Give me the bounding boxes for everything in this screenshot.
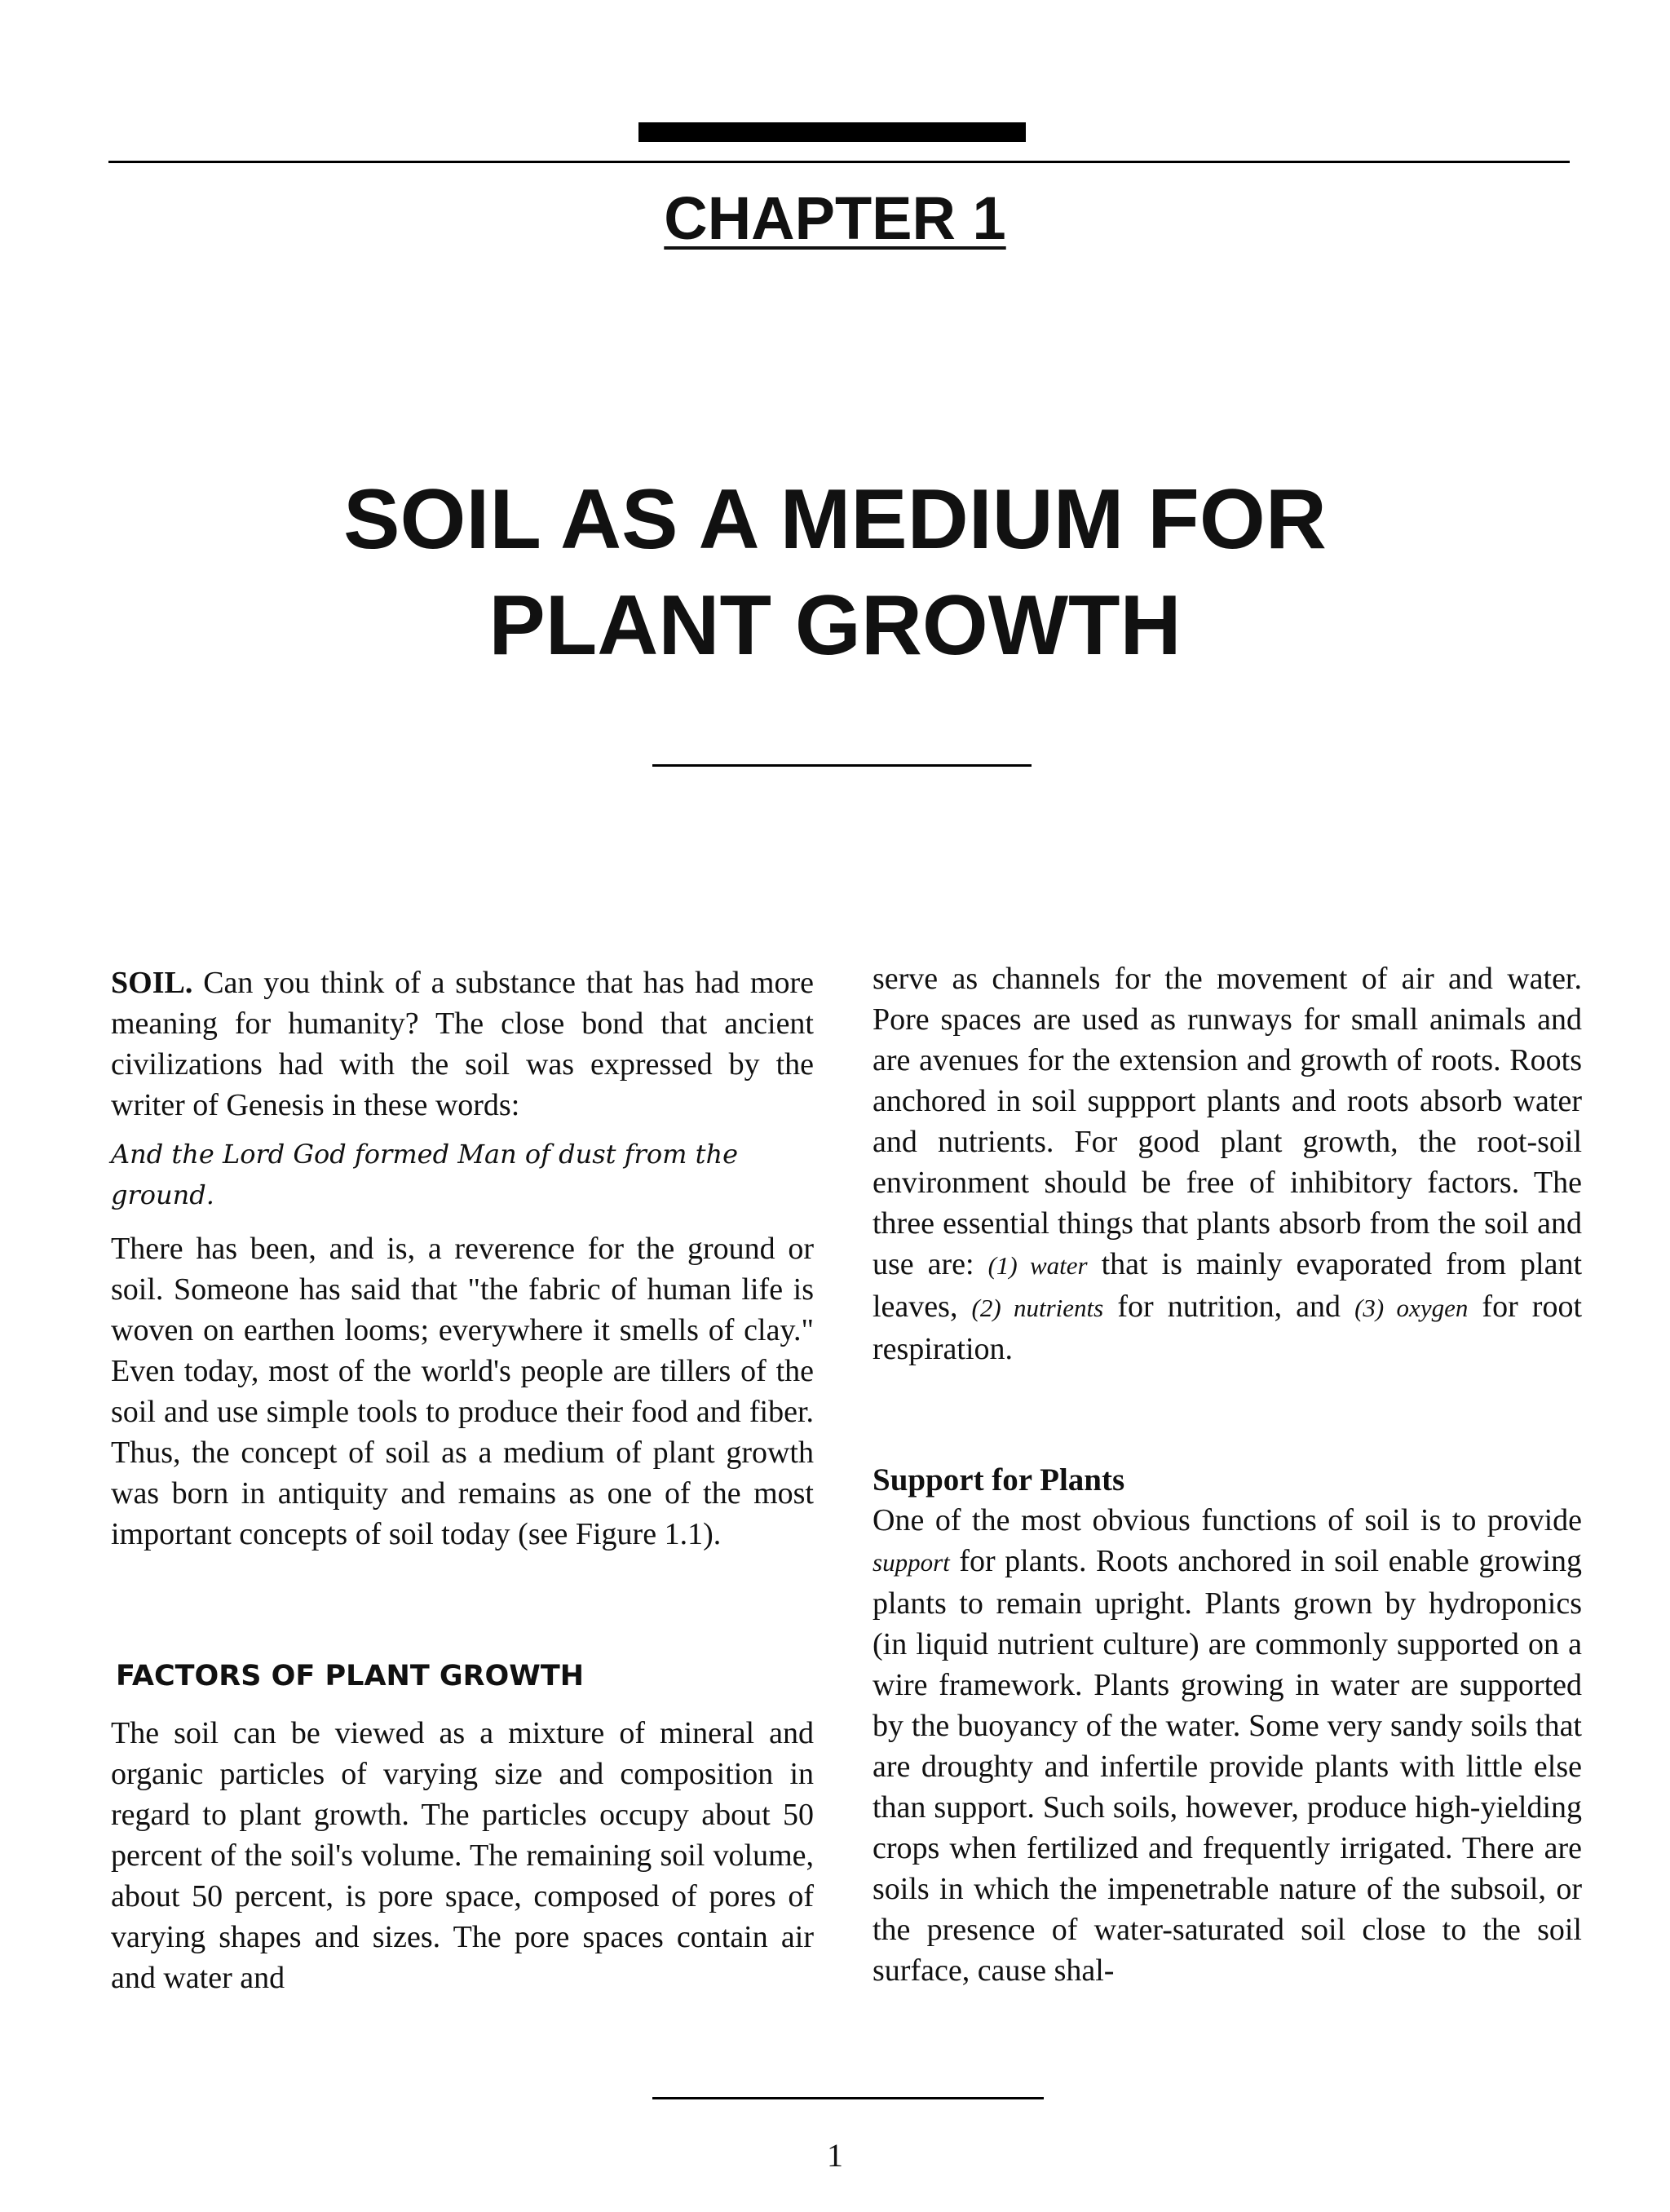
intro-paragraph — [111, 962, 814, 1126]
intro-paragraph-text: Can you think of a substance that has had more meaning for humanity? The close bond that ancient civilizations had with the soil was expressed by the writer of Genesis in these words: — [111, 966, 814, 1122]
support-text-start: One of the most obvious functions of soil is to provide — [873, 1503, 1582, 1537]
lead-word: SOIL. — [111, 966, 193, 1000]
nutrients-text: for nutrition, and — [1117, 1290, 1341, 1324]
chapter-title — [0, 467, 1670, 679]
soil-composition-paragraph: The soil can be viewed as a mixture of mineral and organic particles of varying size and composition in regard to plant growth. The particles occupy about 50 percent of the soil's volume. The remaining soil volume, about 50 percent, is pore space, composed of pores of varying shapes and sizes. The pore spaces contain air and water and — [111, 1716, 814, 1995]
right-column — [873, 958, 1582, 1991]
reverence-paragraph: There has been, and is, a reverence for the ground or soil. Someone has said that "the fabric of human life is woven on earthen looms; everywhere it smells of clay." Even today, most of the world's people are tillers of the soil and use simple tools to produce their food and fiber. Thus, the concept of soil as a medium of plant growth was born in antiquity and remains as one of the most important concepts of soil today (see Figure 1.1). — [111, 1232, 814, 1551]
support-text-rest: for plants. Roots anchored in soil enable growing plants to remain upright. Plants grown by hydroponics (in liquid nutrient culture) are commonly supported on a wire framework. Plants growing in water are supported by the buoyancy of the water. Some very sandy soils that are droughty and infertile provide plants with little else than support. Such soils, however, produce high-yielding crops when fertilized and frequently irrigated. There are soils in which the impenetrable nature of the subsoil, or the presence of water-saturated soil close to the soil surface, cause shal- — [873, 1544, 1583, 1988]
chapter-label-text: CHAPTER 1 — [664, 184, 1006, 252]
page-number: 1 — [827, 2137, 843, 2174]
section-heading: FACTORS OF PLANT GROWTH — [116, 1660, 585, 1692]
oxygen-text: for root respiration. — [873, 1290, 1583, 1366]
support-paragraph — [873, 1500, 1582, 1991]
chapter-title-line-1: SOIL AS A MEDIUM FOR — [343, 472, 1327, 567]
top-rule — [108, 161, 1570, 163]
chapter-label — [0, 178, 1670, 259]
term-oxygen: (3) oxygen — [1354, 1294, 1469, 1322]
genesis-quote: And the Lord God formed Man of dust from the ground. — [111, 1139, 739, 1210]
left-column — [111, 962, 814, 1998]
pore-space-text: serve as channels for the movement of air and water. Pore spaces are used as runways for small animals and are avenues for the extension and growth of roots. Roots anchored in soil suppport plants and roots absorb water and nutrients. For good plant growth, the root-soil environment should be free of inhibitory factors. The three essential things that plants absorb from the soil and use are: — [873, 962, 1582, 1281]
chapter-title-line-2: PLANT GROWTH — [488, 578, 1182, 673]
title-divider — [652, 764, 1032, 767]
subheading: Support for Plants — [873, 1462, 1125, 1498]
water-text: that is mainly evaporated from plant leaves, — [873, 1247, 1583, 1324]
term-nutrients: (2) nutrients — [971, 1294, 1104, 1322]
footer-rule — [652, 2097, 1044, 2099]
term-support: support — [873, 1548, 950, 1577]
chapter-top-bar — [638, 122, 1026, 142]
term-water: (1) water — [987, 1251, 1088, 1280]
pore-space-paragraph — [873, 958, 1582, 1369]
